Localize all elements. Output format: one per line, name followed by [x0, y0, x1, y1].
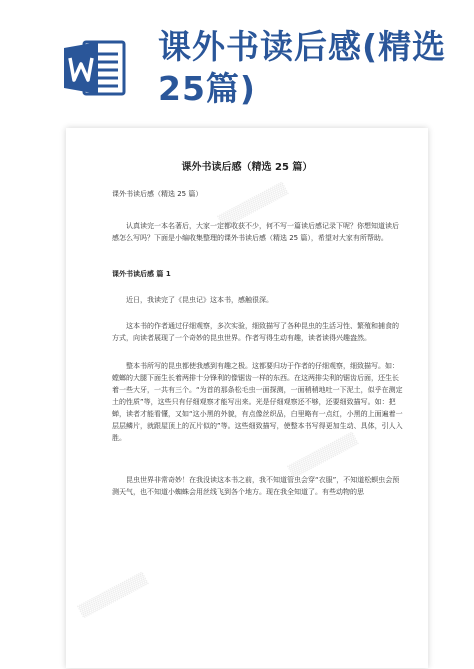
banner-title: 课外书读后感(精选25篇) — [158, 27, 447, 108]
paragraph: 昆虫世界非常奇妙！在我没读这本书之前，我不知道管虫会穿“衣服”，不知道松螟虫会预测天气，也不知道小蜘蛛会用丝线飞到各个地方。现在我全知道了。有些动物的思 — [112, 476, 400, 496]
document-page — [66, 128, 428, 668]
paragraph: 这本书的作者通过仔细观察，多次实验，细致描写了各种昆虫的生活习性、繁殖和捕食的方式，向读者展现了一个奇妙的昆虫世界。作者写得生动有趣，读者读得兴趣盎然。 — [112, 322, 399, 342]
watermark: ▒▒▒▒▒▒▒▒ — [217, 181, 289, 229]
intro-paragraph: 认真读完一本名著后，大家一定都收获不少，何不写一篇读后感记录下呢？你想知道读后感怎么写吗？下面是小编收集整理的课外书读后感（精选 25 篇），希望对大家有所帮助。 — [112, 222, 399, 242]
document-subtitle: 课外书读后感（精选 25 篇） — [112, 190, 203, 198]
paragraph: 整本书所写的昆虫都使我感到有趣之极。这都要归功于作者的仔细观察，细致描写。如：螳螂的大腿下面生长着两排十分锋利的像锯齿一样的东西。在这两排尖利的锯齿后面，还生长着一些大牙，一共有三个。“为首的那条松毛虫一面探测，一面稍稍地吐一下泥土，似乎在测定土的性质”等，这些只有仔细观察才能写出来。光是仔细观察还不够，还要细致描写。如：把蝉，读者才能看懂，又如“这小黑的外貌，有点像丝织品，白里略有一点红，小黑的上面遍着一层层鳞片，就跟屋顶上的瓦片似的”等。这些细致描写，使整本书写得更加生动、具体，引人入胜。 — [112, 362, 403, 442]
word-document-icon — [62, 36, 126, 100]
watermark: ▒▒▒▒▒▒▒▒ — [287, 431, 359, 479]
banner — [0, 0, 474, 120]
watermark: ▒▒▒▒▒▒▒▒ — [77, 571, 149, 619]
paragraph: 近日，我读完了《昆虫记》这本书，感触很深。 — [126, 296, 273, 304]
section-heading: 课外书读后感 篇 1 — [112, 270, 171, 278]
document-title: 课外书读后感（精选 25 篇） — [181, 162, 313, 173]
